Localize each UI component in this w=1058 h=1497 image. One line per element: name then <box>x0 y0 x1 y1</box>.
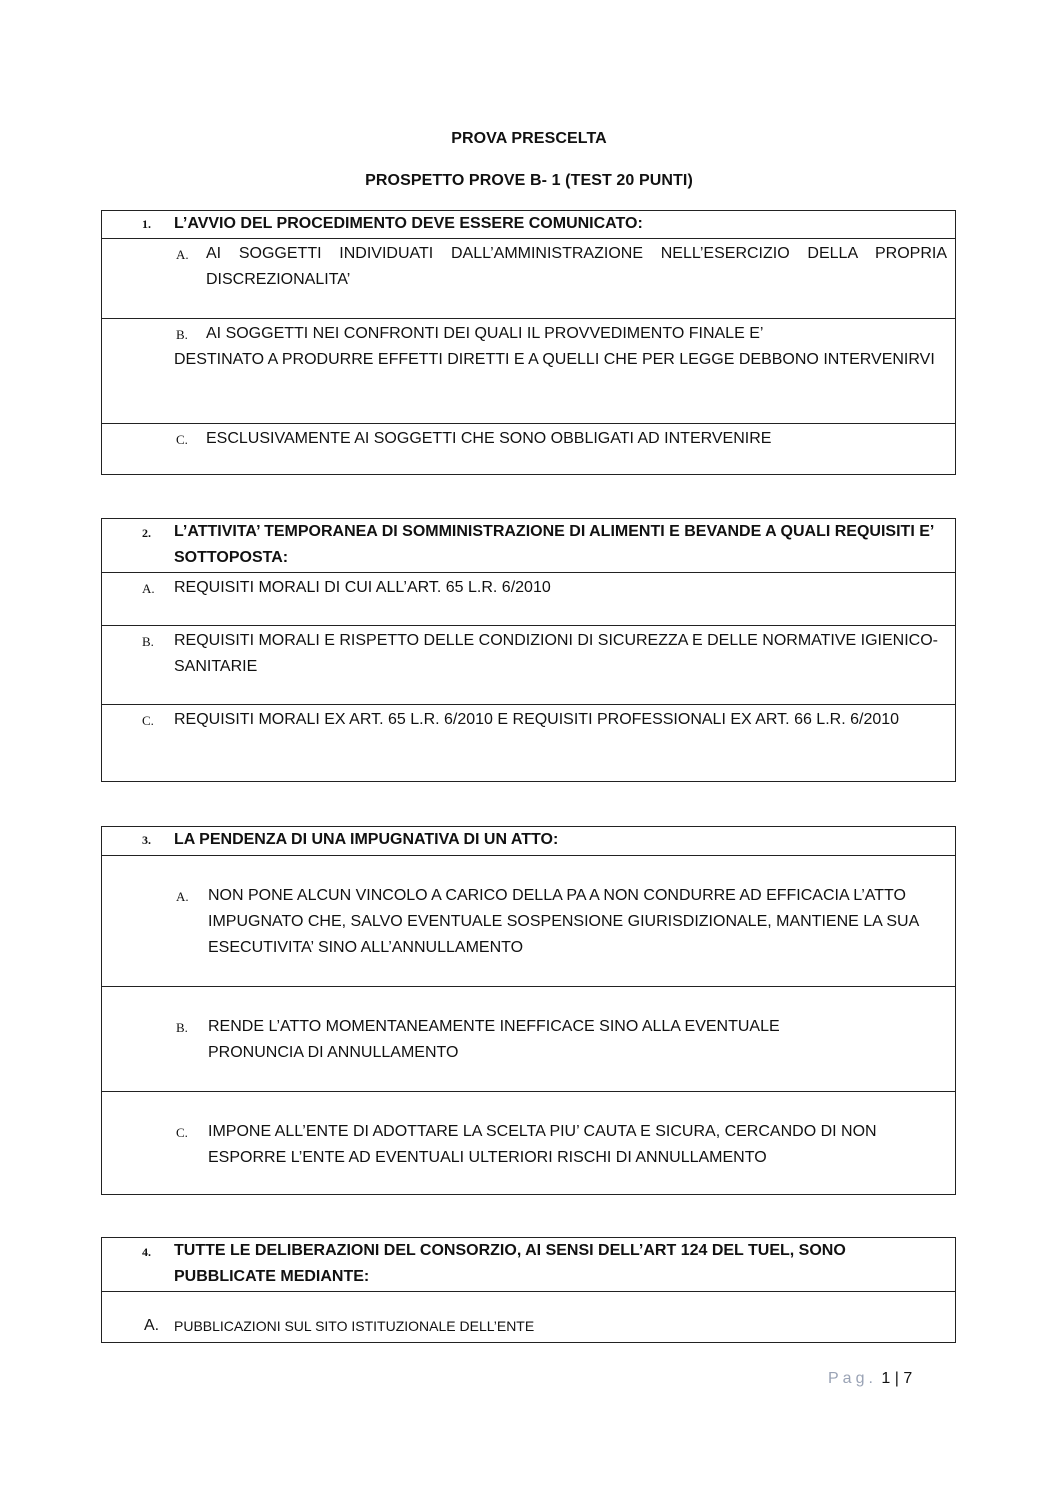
answer-letter: A. <box>176 247 189 262</box>
answer-text: AI SOGGETTI NEI CONFRONTI DEI QUALI IL PROVVEDIMENTO FINALE E’ <box>206 325 764 342</box>
answer-letter: B. <box>142 634 154 649</box>
answer-text: ESCLUSIVAMENTE AI SOGGETTI CHE SONO OBBLIGATI AD INTERVENIRE <box>206 430 772 447</box>
question-2 <box>101 518 956 782</box>
question-number: 4. <box>142 1245 151 1259</box>
question-1 <box>101 210 956 475</box>
answer-c <box>102 423 955 474</box>
answer-letter: A. <box>176 889 189 904</box>
answer-b <box>102 986 955 1091</box>
answer-text: IMPONE ALL’ENTE DI ADOTTARE LA SCELTA PIU’ CAUTA E SICURA, CERCANDO DI NON ESPORRE L’ENTE AD EVENTUALI ULTERIORI RISCHI DI ANNULLAMENTO <box>208 1123 877 1166</box>
answer-letter: A. <box>142 581 155 596</box>
question-number: 3. <box>142 833 151 847</box>
question-header <box>102 211 955 238</box>
answer-letter: B. <box>176 1020 188 1035</box>
answer-letter: C. <box>142 713 154 728</box>
question-3 <box>101 826 956 1195</box>
page-subtitle: PROSPETTO PROVE B- 1 (TEST 20 PUNTI) <box>365 172 693 189</box>
answer-a <box>102 238 955 318</box>
question-header <box>102 1238 955 1291</box>
answer-text: REQUISITI MORALI EX ART. 65 L.R. 6/2010 E REQUISITI PROFESSIONALI EX ART. 66 L.R. 6/2010 <box>174 711 900 728</box>
page-label: Pag. <box>828 1370 877 1387</box>
answer-text: REQUISITI MORALI DI CUI ALL’ART. 65 L.R. 6/2010 <box>174 579 551 596</box>
question-header <box>102 827 955 855</box>
answer-b <box>102 625 955 704</box>
question-text: L’ATTIVITA’ TEMPORANEA DI SOMMINISTRAZIONE DI ALIMENTI E BEVANDE A QUALI REQUISITI E’ SOTTOPOSTA: <box>174 523 934 566</box>
answer-a <box>102 1291 955 1342</box>
page-title: PROVA PRESCELTA <box>451 130 607 147</box>
answer-text: PUBBLICAZIONI SUL SITO ISTITUZIONALE DELL’ENTE <box>174 1318 535 1334</box>
answer-text: NON PONE ALCUN VINCOLO A CARICO DELLA PA A NON CONDURRE AD EFFICACIA L’ATTO IMPUGNATO CHE, SALVO EVENTUALE SOSPENSIONE GIURISDIZIONALE, MANTIENE LA SUA ESECUTIVITA’ SINO ALL’ANNULLAMENTO <box>208 887 919 956</box>
question-4 <box>101 1237 956 1343</box>
question-text: LA PENDENZA DI UNA IMPUGNATIVA DI UN ATTO: <box>174 831 559 848</box>
page-separator: | <box>894 1370 899 1387</box>
answer-a <box>102 855 955 986</box>
question-header <box>102 519 955 572</box>
page-current: 1 <box>881 1370 891 1387</box>
answer-letter: C. <box>176 432 188 447</box>
question-text: TUTTE LE DELIBERAZIONI DEL CONSORZIO, AI SENSI DELL’ART 124 DEL TUEL, SONO PUBBLICATE MEDIANTE: <box>174 1242 846 1285</box>
answer-b <box>102 318 955 423</box>
answer-text: RENDE L’ATTO MOMENTANEAMENTE INEFFICACE SINO ALLA EVENTUALE PRONUNCIA DI ANNULLAMENTO <box>208 1018 780 1061</box>
answer-letter: A. <box>144 1317 160 1334</box>
page-total: 7 <box>903 1370 913 1387</box>
page-number <box>828 1370 912 1388</box>
answer-letter: B. <box>176 327 188 342</box>
answer-text: AI SOGGETTI INDIVIDUATI DALL’AMMINISTRAZIONE NELL’ESERCIZIO DELLA PROPRIA DISCREZIONALITA’ <box>206 245 947 288</box>
question-number: 1. <box>142 217 151 231</box>
answer-letter: C. <box>176 1125 188 1140</box>
answer-c <box>102 704 955 781</box>
question-text: L’AVVIO DEL PROCEDIMENTO DEVE ESSERE COMUNICATO: <box>174 215 643 232</box>
answer-c <box>102 1091 955 1195</box>
answer-a <box>102 572 955 625</box>
answer-text-continued: DESTINATO A PRODURRE EFFETTI DIRETTI E A QUELLI CHE PER LEGGE DEBBONO INTERVENIRVI <box>174 351 935 368</box>
question-number: 2. <box>142 526 151 540</box>
answer-text: REQUISITI MORALI E RISPETTO DELLE CONDIZIONI DI SICUREZZA E DELLE NORMATIVE IGIENICO-SANITARIE <box>174 632 938 675</box>
